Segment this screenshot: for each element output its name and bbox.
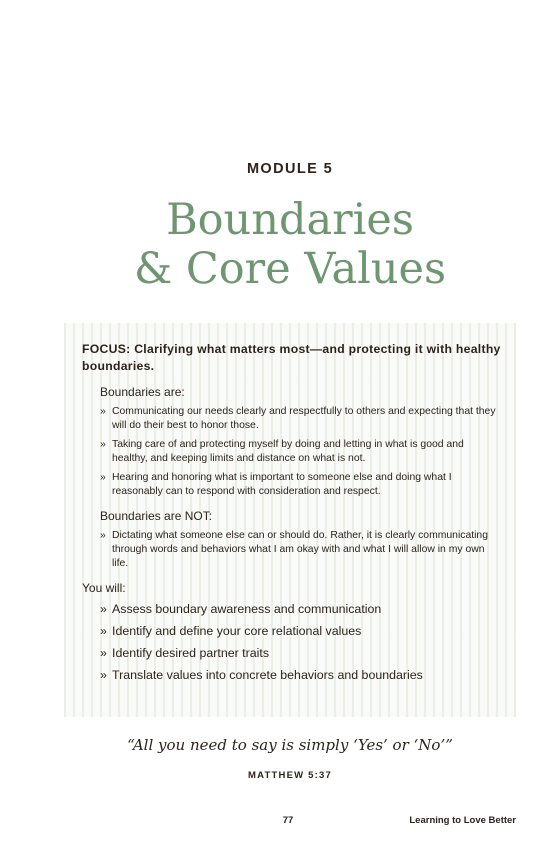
focus-statement — [82, 341, 502, 375]
bullet-icon: » — [100, 439, 106, 450]
page-title — [0, 196, 560, 294]
list-item: » Identify and define your core relational values — [100, 624, 362, 638]
title-line-2: & Core Values — [133, 244, 447, 294]
bullet-icon: » — [100, 646, 107, 660]
list-item: » Communicating our needs clearly and respectfully to others and expecting that they will do their best to honor those. — [100, 406, 496, 431]
bullet-icon: » — [100, 668, 107, 682]
list-item: » Assess boundary awareness and communication — [100, 602, 382, 616]
boundaries-are-list — [100, 405, 502, 499]
focus-panel-content — [82, 341, 502, 689]
page-number: 77 — [282, 815, 294, 826]
you-will-list — [100, 601, 502, 683]
list-item: » Taking care of and protecting myself by doing and letting in what is good and healthy, and keeping limits and distance on what is not. — [100, 439, 464, 464]
bullet-icon: » — [100, 530, 106, 541]
list-item: » Dictating what someone else can or should do. Rather, it is clearly communicating through words and behaviors what I am okay with and what I will allow in my own life. — [100, 530, 488, 569]
bullet-icon: » — [100, 624, 107, 638]
focus-label: FOCUS: — [82, 342, 131, 356]
boundaries-are-not-heading: Boundaries are NOT: — [100, 509, 213, 523]
bullet-icon: » — [100, 406, 106, 417]
bullet-icon: » — [100, 602, 107, 616]
list-item: » Hearing and honoring what is important to someone else and doing what I reasonably can to respond with consideration and respect. — [100, 472, 452, 497]
boundaries-are-heading: Boundaries are: — [100, 385, 185, 399]
boundaries-are-not-list — [100, 529, 502, 571]
focus-text: Clarifying what matters most—and protecting it with healthy boundaries. — [82, 342, 501, 373]
list-item: » Translate values into concrete behaviors and boundaries — [100, 668, 423, 682]
title-line-1: Boundaries — [166, 195, 414, 245]
module-label: MODULE 5 — [246, 161, 334, 177]
scripture-quote: “All you need to say is simply ‘Yes’ or ‘No’” — [127, 736, 453, 754]
book-title: Learning to Love Better — [409, 815, 516, 826]
scripture-reference: MATTHEW 5:37 — [248, 770, 332, 781]
list-item: » Identify desired partner traits — [100, 646, 270, 660]
focus-panel — [64, 323, 516, 717]
you-will-heading: You will: — [82, 581, 126, 595]
bullet-icon: » — [100, 472, 106, 483]
